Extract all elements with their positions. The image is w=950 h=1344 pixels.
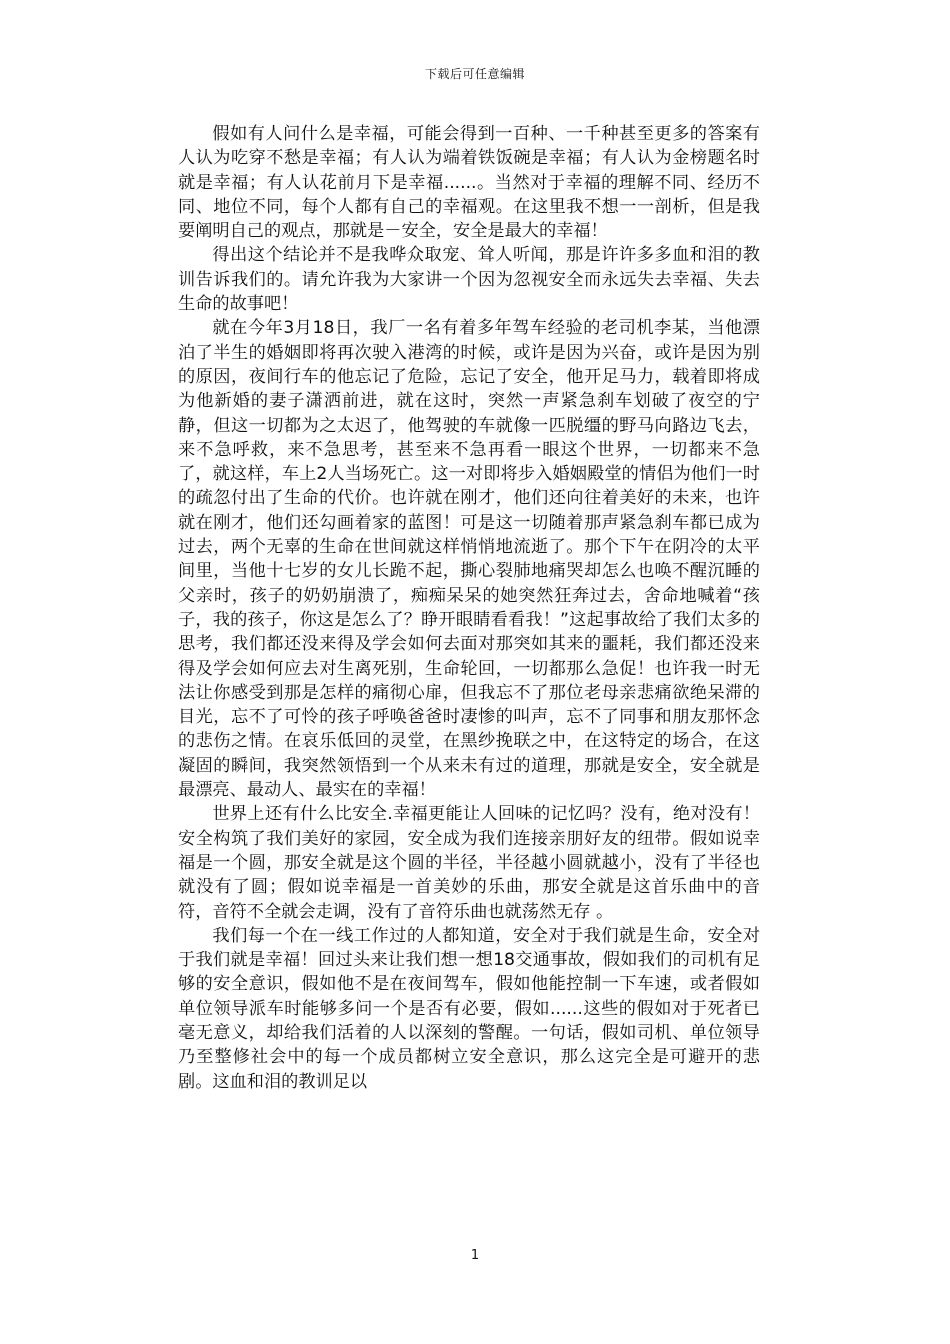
paragraph: 就在今年3月18日，我厂一名有着多年驾车经验的老司机李某，当他漂泊了半生的婚姻即将再次驶入港湾的时候，或许是因为兴奋，或许是因为别的原因，夜间行车的他忘记了危险，忘记了安全，他开足马力，载着即将成为他新婚的妻子潇洒前进，就在这时，突然一声紧急刹车划破了夜空的宁静，但这一切都为之太迟了，他驾驶的车就像一匹脱缰的野马向路边飞去，来不急呼救，来不急思考，甚至来不急再看一眼这个世界，一切都来不急了，就这样，车上2人当场死亡。这一对即将步入婚姻殿堂的情侣为他们一时的疏忽付出了生命的代价。也许就在刚才，他们还向往着美好的未来，也许就在刚才，他们还勾画着家的蓝图！可是这一切随着那声紧急刹车都已成为过去，两个无辜的生命在世间就这样悄悄地流逝了。那个下午在阴冷的太平间里，当他十七岁的女儿长跪不起，撕心裂肺地痛哭却怎么也唤不醒沉睡的父亲时，孩子的奶奶崩溃了，痴痴呆呆的她突然狂奔过去，舍命地喊着“孩子，我的孩子，你这是怎么了？睁开眼睛看看我！”这起事故给了我们太多的思考，我们都还没来得及学会如何去面对那突如其来的噩耗，我们都还没来得及学会如何应去对生离死别，生命轮回，一切都那么急促！也许我一时无法让你感受到那是怎样的痛彻心扉，但我忘不了那位老母亲悲痛欲绝呆滞的目光，忘不了可怜的孩子呼唤爸爸时凄惨的叫声，忘不了同事和朋友那怀念的悲伤之情。在哀乐低回的灵堂，在黑纱挽联之中，在这特定的场合，在这凝固的瞬间，我突然领悟到一个从来未有过的道理，那就是安全，安全就是最漂亮、最动人、最实在的幸福！: [178, 318, 760, 801]
paragraph: 假如有人问什么是幸福，可能会得到一百种、一千种甚至更多的答案有人认为吃穿不愁是幸福；有人认为端着铁饭碗是幸福；有人认为金榜题名时就是幸福；有人认花前月下是幸福......。当然对于幸福的理解不同、经历不同、地位不同，每个人都有自己的幸福观。在这里我不想一一剖析，但是我要阐明自己的观点，那就是－安全，安全是最大的幸福！: [178, 124, 760, 242]
paragraph: 世界上还有什么比安全.幸福更能让人回味的记忆吗？没有，绝对没有！安全构筑了我们美好的家园，安全成为我们连接亲朋好友的纽带。假如说幸福是一个圆，那安全就是这个圆的半径，半径越小圆就越小，没有了半径也就没有了圆；假如说幸福是一首美妙的乐曲，那安全就是这首乐曲中的音符，音符不全就会走调，没有了音符乐曲也就荡然无存 。: [178, 804, 760, 922]
page-header: 下载后可任意编辑: [424, 67, 525, 81]
page-number: 1: [470, 1248, 480, 1263]
document-body: [178, 122, 760, 1094]
paragraph: 我们每一个在一线工作过的人都知道，安全对于我们就是生命，安全对于我们就是幸福！回过头来让我们想一想18交通事故，假如我们的司机有足够的安全意识，假如他不是在夜间驾车，假如他能控制一下车速，或者假如单位领导派车时能够多问一个是否有必要，假如......这些的假如对于死者已毫无意义，却给我们活着的人以深刻的警醒。一句话，假如司机、单位领导乃至整修社会中的每一个成员都树立安全意识，那么这完全是可避开的悲剧。这血和泪的教训足以: [178, 925, 760, 1092]
paragraph: 得出这个结论并不是我哗众取宠、耸人听闻，那是许许多多血和泪的教训告诉我们的。请允许我为大家讲一个因为忽视安全而永远失去幸福、失去生命的故事吧！: [178, 245, 760, 315]
